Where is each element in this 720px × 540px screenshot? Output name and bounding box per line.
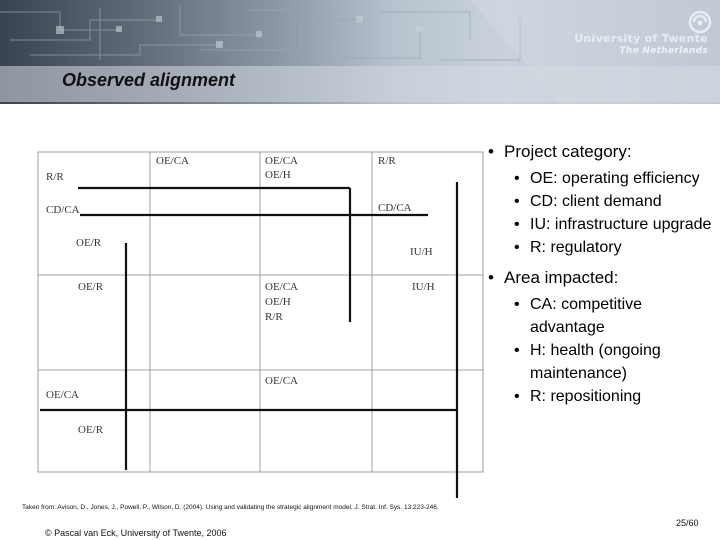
page-number: 25/60 bbox=[676, 518, 699, 528]
cell-label: CD/CA bbox=[46, 204, 80, 216]
cell-label: OE/H bbox=[265, 169, 291, 181]
bullet-area-item: • R: repositioning bbox=[510, 385, 718, 408]
cell-label: R/R bbox=[46, 171, 64, 183]
cell-label: OE/R bbox=[76, 237, 102, 249]
cell-label: OE/CA bbox=[265, 281, 298, 293]
footer-copyright: © Pascal van Eck, University of Twente, 2006 bbox=[45, 528, 227, 538]
cell-label: OE/CA bbox=[265, 375, 298, 387]
bullet-project-item: • IU: infrastructure upgrade bbox=[510, 213, 718, 236]
cell-label: CD/CA bbox=[378, 202, 412, 214]
bullet-project-item: • OE: operating efficiency bbox=[510, 167, 718, 190]
cell-label: OE/R bbox=[78, 281, 104, 293]
bullet-project-category: • Project category: bbox=[488, 142, 718, 162]
logo-subtitle: The Netherlands bbox=[619, 46, 708, 56]
cell-label: OE/CA bbox=[156, 155, 189, 167]
cell-label: OE/H bbox=[265, 296, 291, 308]
cell-label: OE/CA bbox=[265, 155, 298, 167]
cell-label: R/R bbox=[265, 311, 283, 323]
cell-label: OE/R bbox=[78, 424, 104, 436]
logo-name: University of Twente bbox=[574, 32, 708, 45]
cell-label: IU/H bbox=[410, 246, 433, 258]
bullet-list bbox=[488, 142, 718, 408]
bullet-area-item: • H: health (ongoing maintenance) bbox=[510, 339, 718, 385]
slide-title: Observed alignment bbox=[62, 70, 236, 90]
bullet-area-impacted: • Area impacted: bbox=[488, 268, 718, 288]
bullet-area-item: • CA: competitive advantage bbox=[510, 293, 718, 339]
cell-label: OE/CA bbox=[46, 389, 79, 401]
cell-label: IU/H bbox=[412, 281, 435, 293]
bullet-project-item: • CD: client demand bbox=[510, 190, 718, 213]
bullet-project-item: • R: regulatory bbox=[510, 236, 718, 259]
citation: Taken from: Avison, D., Jones, J., Powell, P., Wilson, D. (2004). Using and validating the strategic alignment model. J. Strat. Inf. Sys. 13:223-246. bbox=[22, 504, 439, 511]
cell-label: R/R bbox=[378, 155, 396, 167]
